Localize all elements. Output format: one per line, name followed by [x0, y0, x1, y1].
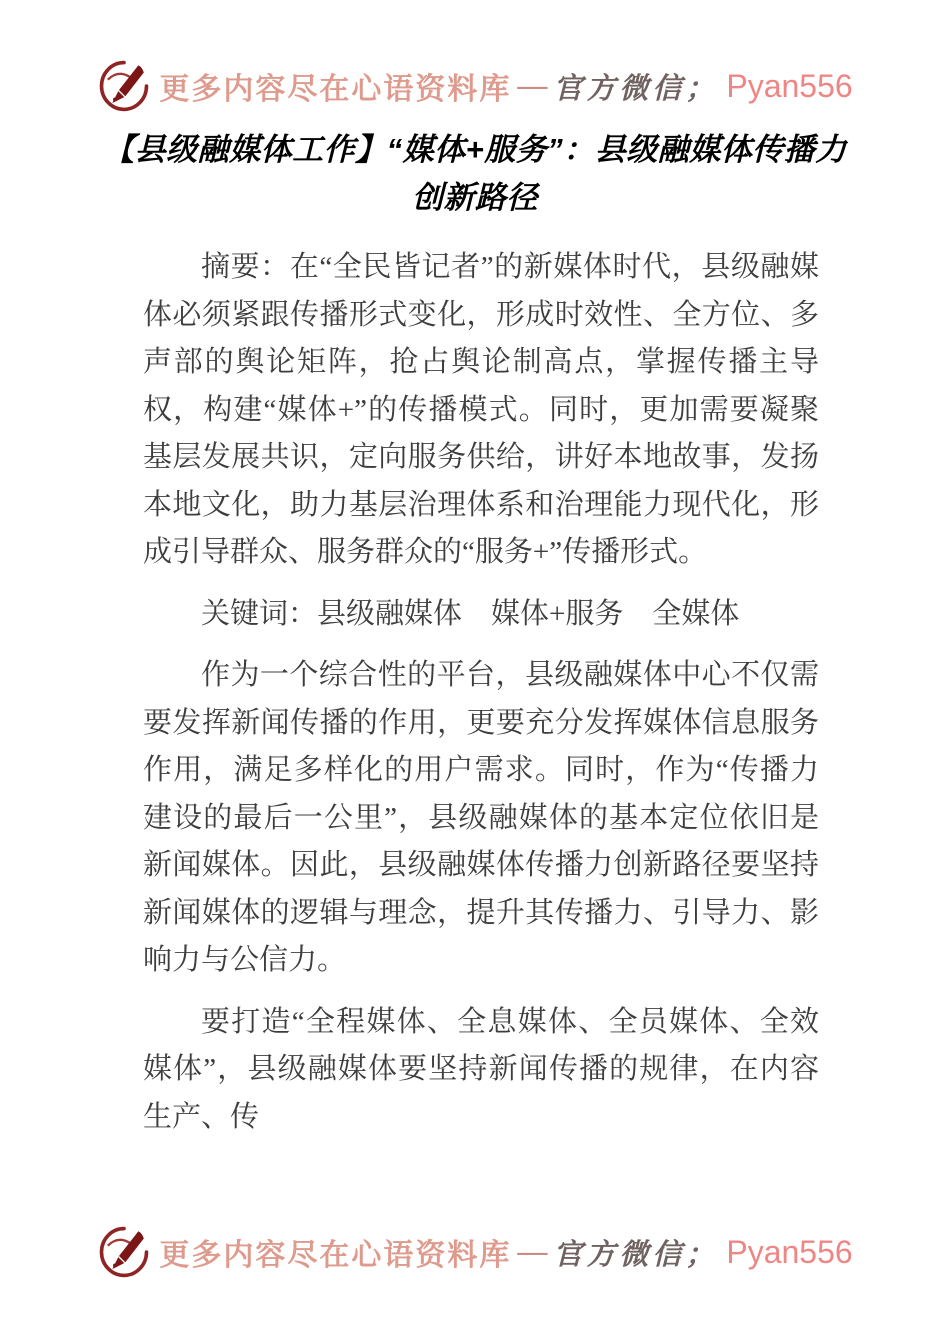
- pen-nib-circle-icon: [97, 1224, 151, 1280]
- wechat-label: 官方微信；: [553, 1238, 719, 1271]
- brand-dash: —: [517, 69, 548, 102]
- wechat-id: Pyan556: [726, 1233, 853, 1270]
- wechat-id: Pyan556: [726, 67, 853, 104]
- brand-tagline: 更多内容尽在心语资料库: [159, 1239, 512, 1272]
- abstract-paragraph: 摘要：在“全民皆记者”的新媒体时代，县级融媒体必须紧跟传播形式变化，形成时效性、全方位、多声部的舆论矩阵，抢占舆论制高点，掌握传播主导权，构建“媒体+”的传播模式。同时，更加需要凝聚基层发展共识，定向服务供给，讲好本地故事，发扬本地文化，助力基层治理体系和治理能力现代化，形成引导群众、服务群众的“服务+”传播形式。: [143, 251, 819, 568]
- article-title-line1: 【县级融媒体工作】“媒体+服务”：县级融媒体传播力: [103, 132, 847, 167]
- article-title-line2: 创新路径: [412, 180, 538, 215]
- header-brand-bar: [0, 58, 950, 114]
- article-body: [143, 244, 819, 1155]
- keywords-line: 关键词：县级融媒体 媒体+服务 全媒体: [201, 597, 740, 630]
- brand-dash: —: [517, 1235, 548, 1268]
- body-paragraph: 作为一个综合性的平台，县级融媒体中心不仅需要发挥新闻传播的作用，更要充分发挥媒体信息服务作用，满足多样化的用户需求。同时，作为“传播力建设的最后一公里”，县级融媒体的基本定位依旧是新闻媒体。因此，县级融媒体传播力创新路径要坚持新闻媒体的逻辑与理念，提升其传播力、引导力、影响力与公信力。: [143, 659, 819, 976]
- article-title: [70, 126, 880, 222]
- pen-nib-circle-icon: [97, 58, 151, 114]
- wechat-label: 官方微信；: [553, 72, 719, 105]
- brand-tagline: 更多内容尽在心语资料库: [159, 73, 512, 106]
- footer-brand-bar: [0, 1224, 950, 1280]
- body-paragraph: 要打造“全程媒体、全息媒体、全员媒体、全效媒体”，县级融媒体要坚持新闻传播的规律，在内容生产、传: [143, 1005, 819, 1133]
